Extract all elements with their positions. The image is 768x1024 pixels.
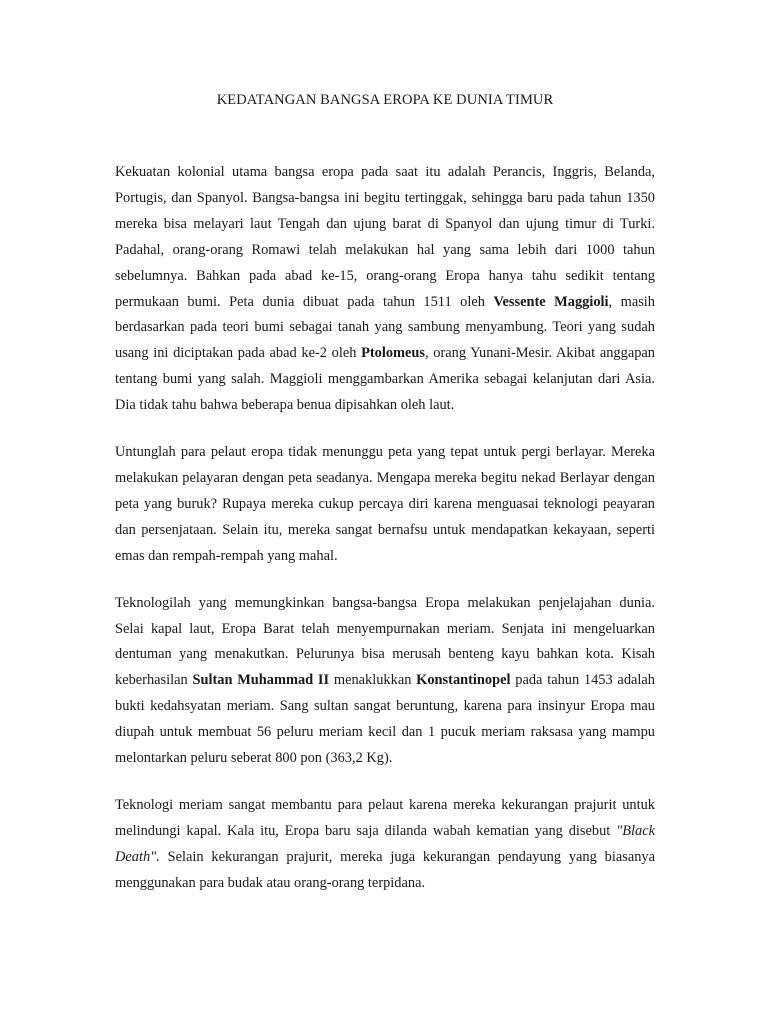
- paragraph-text: , orang Yunani-Mesir. Akibat anggapan tentang bumi yang salah. Maggioli menggambarkan Amerika sebagai kelanjutan dari Asia. Dia tidak tahu bahwa beberapa benua dipisahkan oleh laut.: [115, 345, 655, 414]
- italic-term-black-death: "Black Death".: [115, 822, 655, 865]
- paragraph-text: menaklukkan: [329, 672, 417, 689]
- bold-name-sultan-muhammad: Sultan Muhammad II: [192, 672, 330, 689]
- paragraph-text: pada tahun 1453 adalah bukti kedahsyatan meriam. Sang sultan sangat beruntung, karena para insinyur Eropa mau diupah untuk membuat 56 peluru meriam kecil dan 1 pucuk meriam raksasa yang mampu melontarkan peluru seberat 800 pon (363,2 Kg).: [115, 672, 655, 767]
- paragraph-text: Selain kekurangan prajurit, mereka juga kekurangan pendayung yang biasanya menggunakan para budak atau orang-orang terpidana.: [115, 848, 655, 891]
- paragraph-text: Teknologilah yang memungkinkan bangsa-bangsa Eropa melakukan penjelajahan dunia. Selai kapal laut, Eropa Barat telah menyempurnakan meriam. Senjata ini mengeluarkan dentuman yang menakutkan. Pelurunya bisa merusah benteng kayu bahkan kota. Kisah keberhasilan: [115, 594, 655, 689]
- paragraph-4: [115, 793, 655, 897]
- paragraph-text: , masih berdasarkan pada teori bumi sebagai tanah yang sambung menyambung. Teori yang sudah usang ini diciptakan pada abad ke-2 oleh: [115, 293, 655, 362]
- paragraph-text: Kekuatan kolonial utama bangsa eropa pada saat itu adalah Perancis, Inggris, Belanda, Portugis, dan Spanyol. Bangsa-bangsa ini begitu tertinggak, sehingga baru pada tahun 1350 mereka bisa melayari laut Tengah dan ujung barat di Spanyol dan ujung timur di Turki. Padahal, orang-orang Romawi telah melakukan hal yang sama lebih dari 1000 tahun sebelumnya. Bahkan pada abad ke-15, orang-orang Eropa hanya tahu sedikit tentang permukaan bumi. Peta dunia dibuat pada tahun 1511 oleh: [115, 164, 655, 310]
- bold-name-ptolomeus: Ptolomeus: [361, 345, 426, 362]
- bold-name-vessente-maggioli: Vessente Maggioli: [493, 293, 609, 310]
- paragraph-text: Untunglah para pelaut eropa tidak menunggu peta yang tepat untuk pergi berlayar. Mereka melakukan pelayaran dengan peta seadanya. Mengapa mereka begitu nekad Berlayar dengan peta yang buruk? Rupaya mereka cukup percaya diri karena menguasai teknologi peayaran dan persenjataan. Selain itu, mereka sangat bernafsu untuk mendapatkan kekayaan, seperti emas dan rempah-rempah yang mahal.: [115, 444, 655, 564]
- paragraph-text: Teknologi meriam sangat membantu para pelaut karena mereka kekurangan prajurit untuk melindungi kapal. Kala itu, Eropa baru saja dilanda wabah kematian yang disebut: [115, 796, 655, 839]
- document-title: KEDATANGAN BANGSA EROPA KE DUNIA TIMUR: [216, 92, 554, 108]
- paragraph-2: [115, 440, 655, 570]
- bold-name-konstantinopel: Konstantinopel: [416, 672, 511, 689]
- paragraph-1: [115, 160, 655, 419]
- paragraph-3: [115, 591, 655, 772]
- document-page: [115, 88, 655, 918]
